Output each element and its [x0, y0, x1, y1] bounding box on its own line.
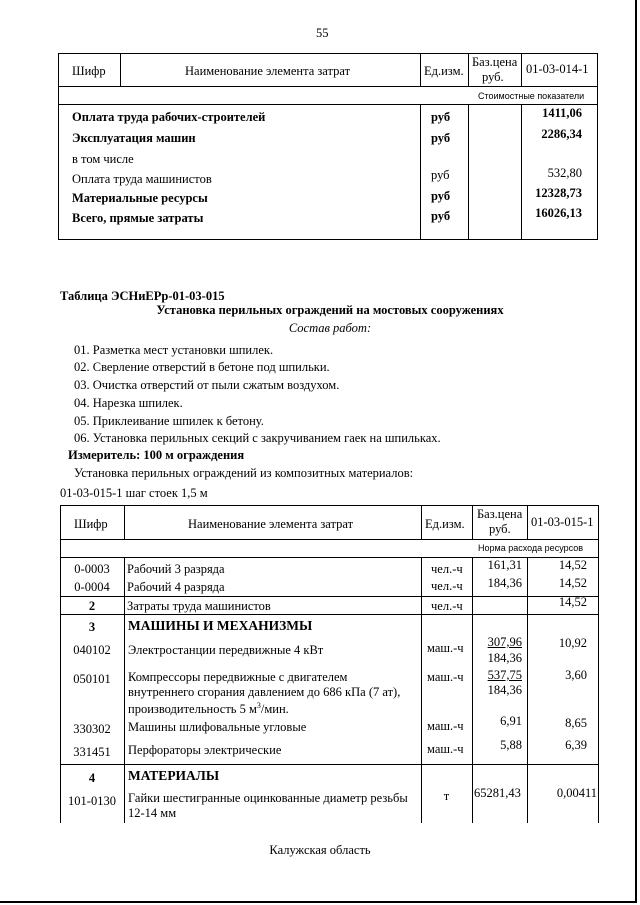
- row-value: 1411,06: [542, 106, 582, 120]
- row-unit: т: [443, 789, 450, 803]
- row-price: 65281,43: [474, 786, 521, 800]
- row-price-2: 184,36: [487, 683, 522, 697]
- row-unit: маш.-ч: [427, 719, 464, 733]
- row-value: 532,80: [547, 166, 582, 180]
- row-name: Машины шлифовальные угловые: [128, 720, 307, 734]
- header-name: Наименование элемента затрат: [185, 64, 351, 78]
- row-code: 040102: [73, 643, 111, 657]
- row-name: Рабочий 4 разряда: [127, 580, 225, 594]
- row-code: 4: [88, 771, 96, 785]
- row-unit: руб: [431, 189, 451, 203]
- footer-region: Калужская область: [269, 843, 371, 857]
- header-code: Шифр: [72, 64, 106, 78]
- row-unit: руб: [431, 110, 451, 124]
- row-name-line1: Гайки шестигранные оцинкованные диаметр резьбы: [128, 791, 408, 805]
- row-name-line2: 12-14 мм: [128, 806, 177, 820]
- work-item: 03. Очистка отверстий от пыли сжатым воздухом.: [74, 378, 340, 392]
- row-value: 16026,13: [535, 206, 582, 220]
- row-price: 6,91: [500, 714, 522, 728]
- work-item: 01. Разметка мест установки шпилек.: [74, 343, 274, 357]
- row-value: 14,52: [558, 558, 587, 572]
- row-code: 050101: [73, 672, 111, 686]
- row-code: 330302: [73, 722, 111, 736]
- row-price: 307,96: [487, 635, 522, 649]
- table-title: Таблица ЭСНиЕРр-01-03-015: [60, 289, 225, 303]
- row-value: 0,00411: [556, 786, 597, 800]
- row-unit: чел.-ч: [431, 562, 463, 576]
- header-name: Наименование элемента затрат: [188, 517, 354, 531]
- section-heading: Установка перильных ограждений на мостовых сооружениях: [156, 303, 504, 317]
- row-price-2: 184,36: [487, 651, 522, 665]
- code-line: 01-03-015-1 шаг стоек 1,5 м: [60, 486, 208, 500]
- row-unit: маш.-ч: [427, 641, 464, 655]
- row-price: 161,31: [487, 558, 522, 572]
- row-unit: маш.-ч: [427, 670, 464, 684]
- row-code: 331451: [73, 745, 111, 759]
- row-value: 12328,73: [535, 186, 582, 200]
- row-name: Рабочий 3 разряда: [127, 562, 225, 576]
- row-name: Эксплуатация машин: [72, 131, 196, 145]
- row-code: 2: [88, 599, 96, 613]
- row-price: 184,36: [487, 576, 522, 590]
- row-value: 14,52: [558, 595, 587, 609]
- header-unit: Ед.изм.: [425, 517, 465, 531]
- header-id: 01-03-014-1: [526, 62, 589, 76]
- row-unit: руб: [431, 131, 451, 145]
- row-value: 8,65: [565, 716, 587, 730]
- page-number: 55: [316, 26, 329, 40]
- row-name: МАШИНЫ И МЕХАНИЗМЫ: [128, 618, 313, 633]
- work-item: 06. Установка перильных секций с закручиванием гаек на шпильках.: [74, 431, 441, 445]
- row-name: МАТЕРИАЛЫ: [128, 768, 220, 783]
- header-price-line1: Баз.цена: [472, 55, 518, 69]
- row-name-line3-text: производительность 5 м: [128, 702, 257, 717]
- header-price-line2: руб.: [489, 522, 511, 536]
- row-unit: маш.-ч: [427, 742, 464, 756]
- row-code: 101-0130: [68, 794, 116, 808]
- work-title: Состав работ:: [288, 321, 372, 335]
- header-price-line2: руб.: [482, 70, 504, 84]
- row-unit: руб: [431, 209, 451, 223]
- row-name: Электростанции передвижные 4 кВт: [128, 643, 324, 657]
- work-item: 04. Нарезка шпилек.: [74, 396, 183, 410]
- header-unit: Ед.изм.: [424, 64, 464, 78]
- row-value: 14,52: [558, 576, 587, 590]
- row-unit: чел.-ч: [431, 579, 463, 593]
- row-code: 0-0004: [74, 580, 110, 594]
- row-name: Всего, прямые затраты: [72, 211, 204, 225]
- row-name-line2: внутреннего сгорания давлением до 686 кПа (7 ат),: [128, 685, 401, 699]
- row-name-line3: [128, 701, 289, 717]
- row-name: в том числе: [72, 152, 134, 166]
- superscript: 3: [256, 701, 261, 710]
- row-name: Оплата труда машинистов: [72, 172, 212, 186]
- row-price: 5,88: [500, 738, 522, 752]
- meter: Измеритель: 100 м ограждения: [68, 448, 245, 462]
- row-name: Перфораторы электрические: [128, 743, 282, 757]
- row-code: 3: [88, 620, 96, 634]
- work-item: 02. Сверление отверстий в бетоне под шпильки.: [74, 360, 330, 374]
- row-value: 2286,34: [541, 127, 582, 141]
- row-name: Оплата труда рабочих-строителей: [72, 110, 266, 124]
- row-unit: руб: [431, 168, 450, 182]
- header-price-line1: Баз.цена: [477, 507, 523, 521]
- subheader: Норма расхода ресурсов: [478, 543, 583, 553]
- row-name: Материальные ресурсы: [72, 191, 208, 205]
- description: Установка перильных ограждений из композитных материалов:: [74, 466, 414, 480]
- header-code: Шифр: [74, 517, 108, 531]
- row-unit: чел.-ч: [431, 599, 463, 613]
- row-name-line1: Компрессоры передвижные с двигателем: [128, 670, 348, 684]
- row-value: 10,92: [558, 636, 587, 650]
- subheader: Стоимостные показатели: [478, 91, 585, 101]
- row-value: 6,39: [565, 738, 587, 752]
- row-code: 0-0003: [74, 562, 110, 576]
- row-price: 537,75: [487, 668, 522, 682]
- row-value: 3,60: [565, 668, 587, 682]
- row-name: Затраты труда машинистов: [127, 599, 271, 613]
- work-item: 05. Приклеивание шпилек к бетону.: [74, 414, 264, 428]
- header-id: 01-03-015-1: [531, 515, 594, 529]
- row-name-line3-unit: /мин.: [260, 702, 289, 717]
